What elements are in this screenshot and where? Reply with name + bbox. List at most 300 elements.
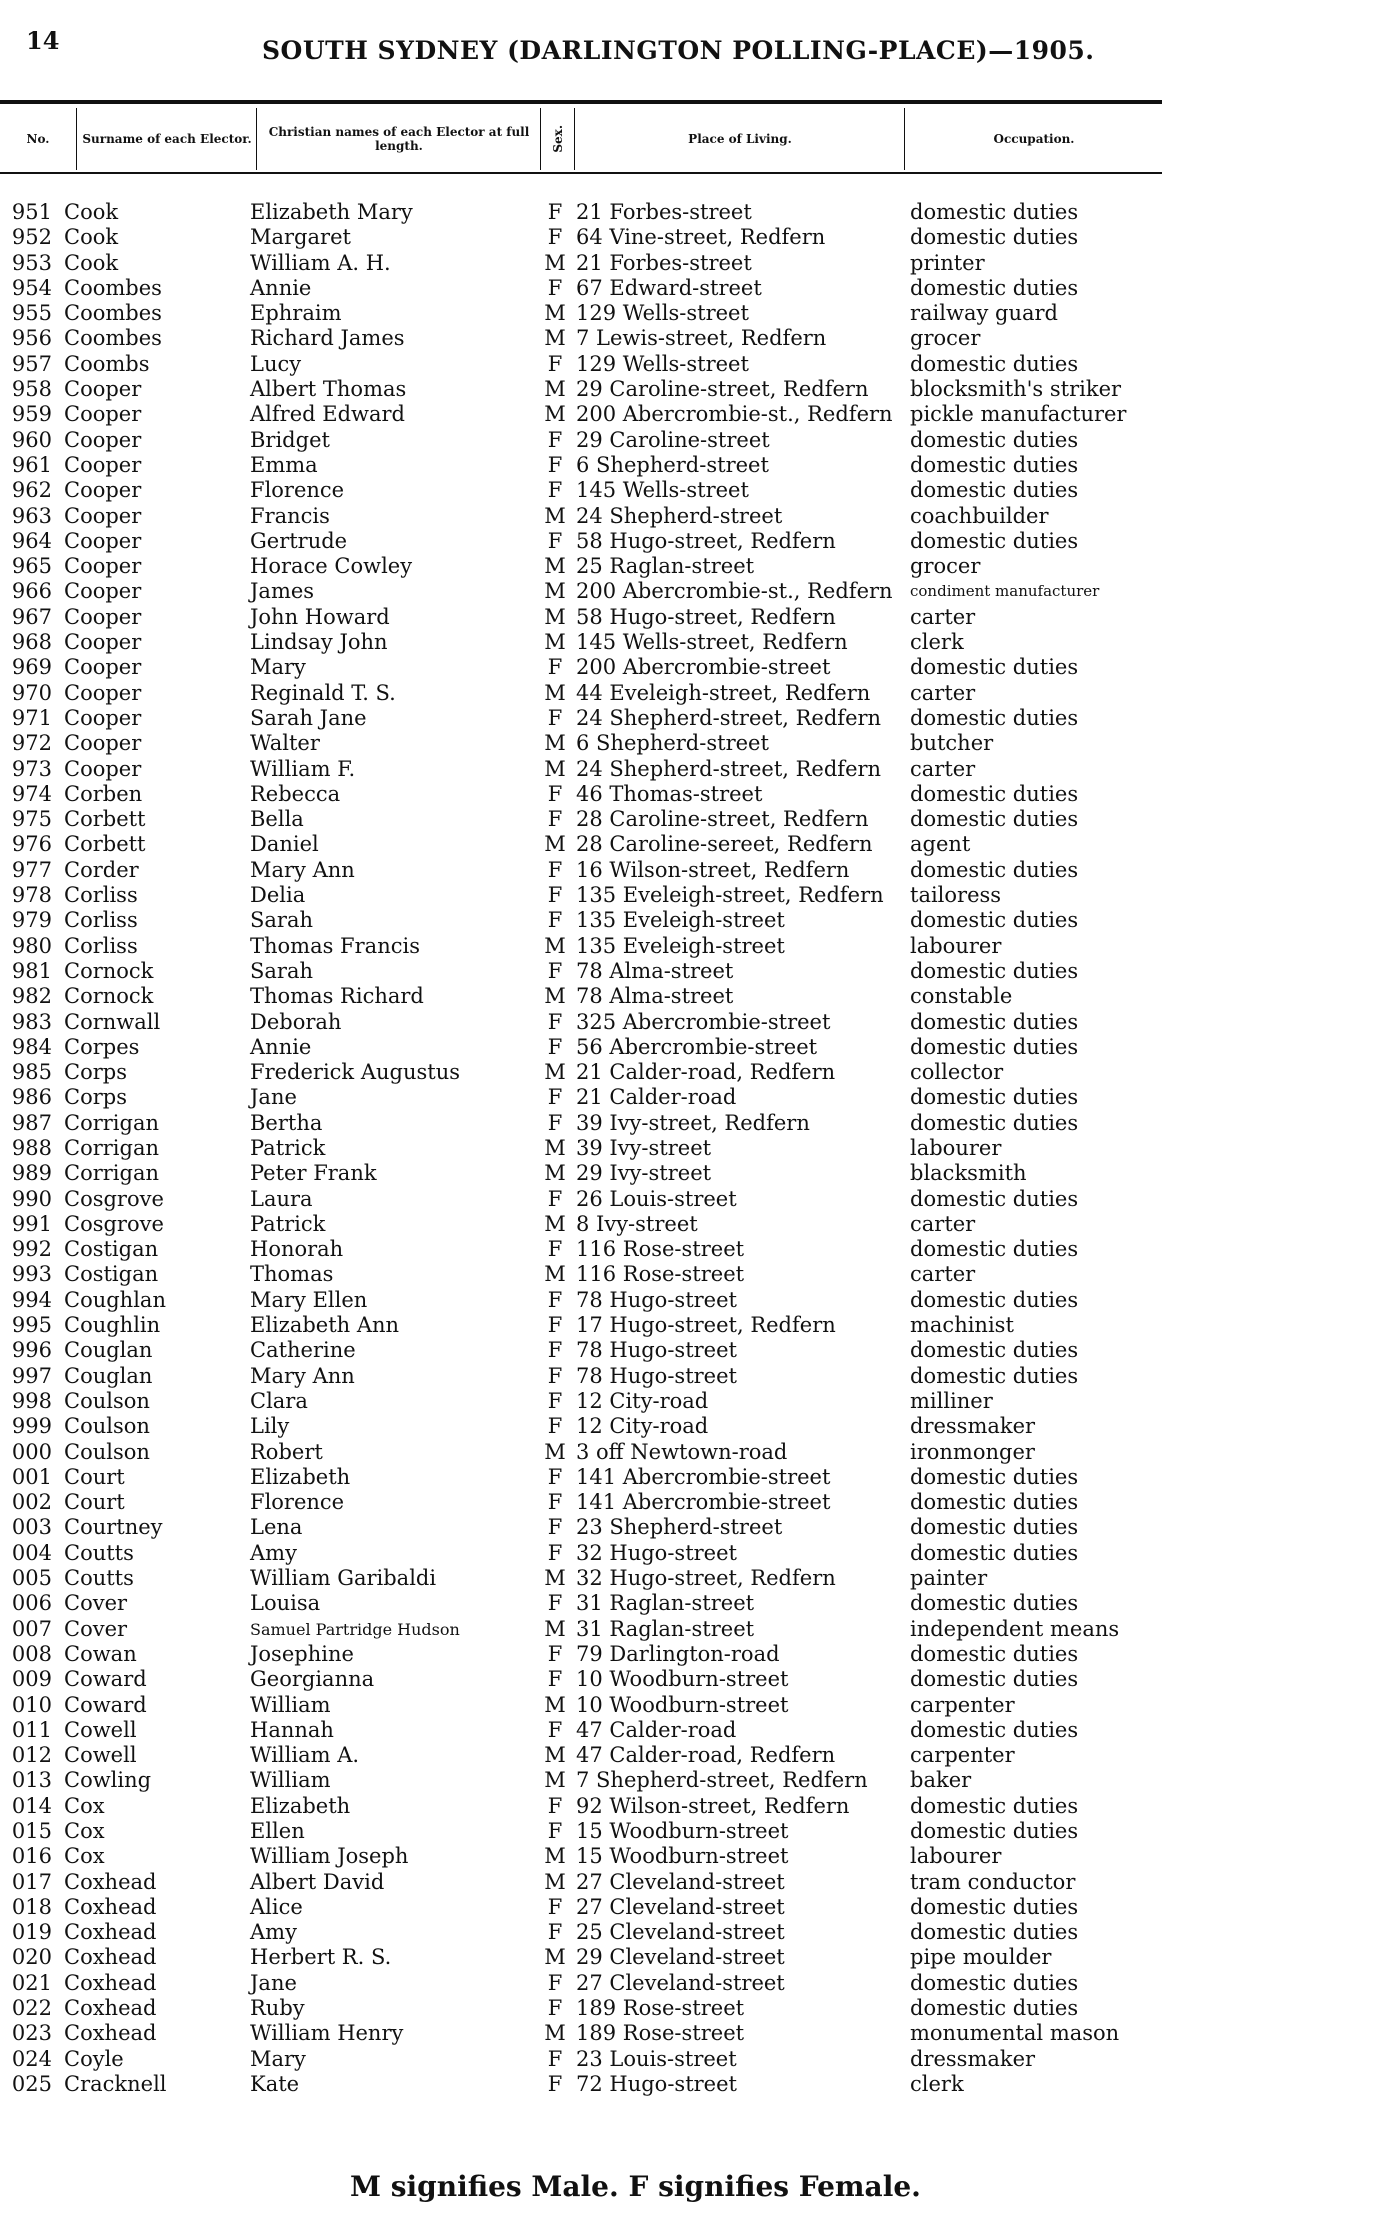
elector-sex: M [544,604,566,629]
elector-surname: Cooper [64,630,142,655]
elector-place: 32 Hugo-street, Redfern [576,1566,836,1591]
elector-number: 995 [11,1313,52,1338]
elector-place: 58 Hugo-street, Redfern [576,604,836,629]
elector-place: 23 Louis-street [576,2046,737,2071]
elector-occupation: domestic duties [910,705,1079,730]
table-row [0,1035,1382,1060]
elector-place: 29 Caroline-street, Redfern [576,377,869,402]
elector-sex: F [547,1819,563,1843]
elector-christian-names: Ellen [250,1819,305,1843]
elector-surname: Corliss [64,908,138,933]
elector-christian-names: Hannah [250,1717,334,1742]
elector-number: 012 [11,1743,52,1768]
elector-place: 28 Caroline-street, Redfern [576,807,869,832]
elector-surname: Couglan [64,1338,153,1363]
table-row [0,1591,1382,1616]
elector-sex: F [547,275,563,300]
elector-occupation: domestic duties [910,1009,1079,1034]
elector-place: 21 Calder-road, Redfern [576,1060,836,1085]
elector-surname: Cooper [64,478,142,503]
elector-number: 974 [11,781,52,806]
elector-surname: Coxhead [64,2021,157,2046]
elector-surname: Coxhead [64,1945,157,1970]
elector-sex: F [547,2071,563,2096]
elector-number: 991 [11,1211,52,1236]
elector-number: 971 [11,705,52,730]
elector-sex: F [547,1110,563,1135]
elector-surname: Coughlin [64,1313,161,1338]
elector-number: 001 [11,1464,52,1489]
elector-occupation: monumental mason [910,2021,1120,2046]
elector-occupation: printer [910,250,985,275]
table-row [0,301,1382,326]
elector-sex: F [547,781,563,806]
elector-sex: F [547,200,563,224]
elector-christian-names: Margaret [250,225,351,250]
elector-sex: M [544,1566,566,1591]
elector-occupation: domestic duties [910,1338,1079,1363]
elector-surname: Corrigan [64,1110,159,1135]
table-row [0,1490,1382,1515]
elector-surname: Corben [64,781,143,806]
elector-sex: M [544,1743,566,1768]
elector-place: 24 Shepherd-street, Redfern [576,705,882,730]
elector-sex: M [544,756,566,781]
elector-surname: Corps [64,1060,127,1085]
elector-list [0,200,1382,2097]
table-row [0,1667,1382,1692]
elector-number: 962 [11,478,52,503]
elector-sex: M [544,1692,566,1717]
elector-surname: Coyle [64,2046,124,2071]
table-row [0,832,1382,857]
elector-sex: M [544,402,566,427]
elector-number: 013 [11,1768,52,1793]
table-row [0,2047,1382,2072]
elector-number: 987 [11,1110,52,1135]
elector-sex: M [544,1135,566,1160]
table-row [0,1642,1382,1667]
elector-christian-names: Mary Ellen [250,1287,368,1312]
elector-christian-names: Jane [250,1085,297,1110]
elector-occupation: railway guard [910,301,1058,326]
elector-christian-names: Alfred Edward [250,402,405,427]
elector-sex: F [547,528,563,553]
elector-occupation: tailoress [910,883,1002,908]
elector-place: 17 Hugo-street, Redfern [576,1313,836,1338]
elector-place: 7 Shepherd-street, Redfern [576,1768,868,1793]
elector-surname: Coward [64,1692,147,1717]
elector-occupation: domestic duties [910,1667,1079,1692]
table-row [0,200,1382,225]
elector-christian-names: Amy [250,1540,297,1565]
elector-place: 116 Rose-street [576,1237,745,1262]
elector-christian-names: Sarah [250,908,313,933]
elector-occupation: domestic duties [910,1490,1079,1515]
elector-occupation: agent [910,832,971,857]
elector-number: 007 [11,1616,52,1641]
elector-surname: Corps [64,1085,127,1110]
table-row [0,579,1382,604]
elector-christian-names: Ruby [250,1996,305,2021]
elector-surname: Cowell [64,1717,137,1742]
elector-sex: M [544,301,566,326]
table-row [0,377,1382,402]
elector-occupation: carpenter [910,1743,1015,1768]
table-row [0,731,1382,756]
elector-number: 023 [11,2021,52,2046]
elector-occupation: dressmaker [910,1414,1036,1439]
elector-surname: Corliss [64,883,138,908]
elector-number: 975 [11,807,52,832]
table-row [0,504,1382,529]
table-row [0,883,1382,908]
elector-occupation: domestic duties [910,1717,1079,1742]
elector-sex: F [547,807,563,832]
elector-christian-names: Bertha [250,1110,323,1135]
elector-christian-names: Patrick [250,1135,326,1160]
elector-place: 46 Thomas-street [576,781,763,806]
elector-occupation: domestic duties [910,1920,1079,1945]
elector-place: 72 Hugo-street [576,2071,737,2096]
elector-place: 15 Woodburn-street [576,1844,789,1869]
table-row [0,1895,1382,1920]
elector-place: 78 Alma-street [576,984,734,1009]
elector-sex: F [547,857,563,882]
elector-place: 135 Eveleigh-street, Redfern [576,883,884,908]
elector-place: 25 Raglan-street [576,554,755,579]
footer-legend: M signifies Male. F signifies Female. [350,2170,921,2203]
elector-christian-names: Annie [250,275,312,300]
elector-surname: Coulson [64,1439,150,1464]
elector-occupation: carter [910,756,976,781]
table-header [0,108,1162,170]
elector-sex: F [547,478,563,503]
elector-sex: F [547,1034,563,1059]
table-row [0,984,1382,1009]
elector-sex: M [544,832,566,857]
elector-surname: Coutts [64,1540,134,1565]
elector-place: 58 Hugo-street, Redfern [576,528,836,553]
elector-christian-names: Albert David [250,1869,385,1894]
elector-number: 955 [11,301,52,326]
elector-surname: Costigan [64,1237,159,1262]
elector-christian-names: Louisa [250,1591,321,1616]
elector-place: 31 Raglan-street [576,1591,755,1616]
elector-number: 016 [11,1844,52,1869]
elector-surname: Coombs [64,351,150,376]
elector-number: 977 [11,857,52,882]
elector-number: 963 [11,503,52,528]
elector-christian-names: Samuel Partridge Hudson [250,1619,460,1639]
elector-surname: Cooper [64,756,142,781]
header-sex [540,108,575,170]
elector-number: 979 [11,908,52,933]
elector-number: 970 [11,680,52,705]
elector-sex: M [544,1211,566,1236]
elector-place: 325 Abercrombie-street [576,1009,831,1034]
header-occupation: Occupation. [904,108,1163,170]
elector-surname: Cox [64,1819,105,1843]
elector-place: 21 Calder-road [576,1085,737,1110]
elector-occupation: carter [910,1211,976,1236]
elector-occupation: blocksmith's striker [910,377,1122,402]
elector-occupation: domestic duties [910,1819,1079,1843]
elector-place: 32 Hugo-street [576,1540,737,1565]
elector-number: 978 [11,883,52,908]
elector-number: 024 [11,2046,52,2071]
elector-occupation: tram conductor [910,1869,1076,1894]
elector-christian-names: Mary [250,2046,306,2071]
elector-surname: Cracknell [64,2071,167,2096]
elector-occupation: labourer [910,933,1002,958]
elector-number: 983 [11,1009,52,1034]
elector-occupation: painter [910,1566,988,1591]
elector-surname: Coxhead [64,1869,157,1894]
elector-number: 011 [11,1717,52,1742]
elector-christian-names: Herbert R. S. [250,1945,392,1970]
elector-place: 67 Edward-street [576,275,762,300]
elector-place: 6 Shepherd-street [576,731,769,756]
elector-occupation: domestic duties [910,1793,1079,1818]
elector-number: 008 [11,1641,52,1666]
elector-christian-names: Josephine [250,1641,354,1666]
elector-place: 28 Caroline-sereet, Redfern [576,832,873,857]
elector-surname: Cooper [64,655,142,680]
elector-surname: Court [64,1464,125,1489]
elector-surname: Cornock [64,958,154,983]
elector-number: 973 [11,756,52,781]
elector-surname: Cooper [64,731,142,756]
elector-number: 985 [11,1060,52,1085]
elector-occupation: domestic duties [910,1186,1079,1211]
elector-place: 24 Shepherd-street, Redfern [576,756,882,781]
table-row [0,453,1382,478]
elector-place: 145 Wells-street, Redfern [576,630,848,655]
elector-christian-names: Sarah Jane [250,705,367,730]
elector-christian-names: William A. H. [250,250,391,275]
page-title: SOUTH SYDNEY (DARLINGTON POLLING-PLACE)—1905. [262,36,1095,65]
elector-occupation: collector [910,1060,1004,1085]
elector-number: 988 [11,1135,52,1160]
elector-christian-names: Ephraim [250,301,342,326]
elector-place: 23 Shepherd-street [576,1515,783,1540]
elector-christian-names: Robert [250,1439,323,1464]
elector-occupation: grocer [910,554,981,579]
elector-number: 976 [11,832,52,857]
elector-number: 005 [11,1566,52,1591]
elector-christian-names: Lily [250,1414,290,1439]
elector-occupation: domestic duties [910,1894,1079,1919]
elector-occupation: dressmaker [910,2046,1036,2071]
table-row [0,1414,1382,1439]
table-row [0,1389,1382,1414]
elector-place: 21 Forbes-street [576,250,752,275]
elector-number: 022 [11,1996,52,2021]
elector-number: 966 [11,579,52,604]
elector-number: 989 [11,1161,52,1186]
table-row [0,1111,1382,1136]
elector-sex: F [547,1515,563,1540]
elector-sex: F [547,1186,563,1211]
elector-surname: Coxhead [64,1970,157,1995]
elector-sex: F [547,452,563,477]
elector-number: 986 [11,1085,52,1110]
table-row [0,251,1382,276]
elector-surname: Corbett [64,807,146,832]
elector-place: 21 Forbes-street [576,200,752,224]
elector-christian-names: Elizabeth [250,1464,351,1489]
elector-number: 951 [11,200,52,224]
elector-number: 017 [11,1869,52,1894]
header-christian-names: Christian names of each Elector at full length. [256,108,541,170]
elector-occupation: grocer [910,326,981,351]
elector-place: 56 Abercrombie-street [576,1034,818,1059]
elector-place: 8 Ivy-street [576,1211,698,1236]
elector-place: 78 Hugo-street [576,1363,737,1388]
elector-number: 958 [11,377,52,402]
elector-christian-names: Laura [250,1186,313,1211]
elector-occupation: ironmonger [910,1439,1035,1464]
elector-christian-names: Alice [250,1894,303,1919]
elector-surname: Coward [64,1667,147,1692]
header-rule-top [0,100,1162,104]
elector-surname: Cook [64,250,119,275]
elector-sex: M [544,1439,566,1464]
elector-surname: Cowling [64,1768,152,1793]
elector-place: 129 Wells-street [576,301,749,326]
elector-place: 64 Vine-street, Redfern [576,225,826,250]
elector-occupation: domestic duties [910,807,1079,832]
table-row [0,1237,1382,1262]
elector-place: 44 Eveleigh-street, Redfern [576,680,871,705]
elector-number: 992 [11,1237,52,1262]
elector-christian-names: Kate [250,2071,300,2096]
table-row [0,1743,1382,1768]
table-row [0,1085,1382,1110]
elector-sex: M [544,554,566,579]
header-no: No. [26,132,50,146]
elector-number: 020 [11,1945,52,1970]
elector-christian-names: Walter [250,731,320,756]
elector-occupation: domestic duties [910,908,1079,933]
elector-occupation: domestic duties [910,1110,1079,1135]
elector-number: 015 [11,1819,52,1843]
header-rule-bottom [0,172,1162,174]
elector-sex: M [544,1869,566,1894]
elector-sex: M [544,579,566,604]
elector-occupation: domestic duties [910,1591,1079,1616]
elector-christian-names: Florence [250,478,345,503]
elector-christian-names: Georgianna [250,1667,375,1692]
elector-place: 92 Wilson-street, Redfern [576,1793,850,1818]
elector-christian-names: Elizabeth Mary [250,200,413,224]
elector-sex: M [544,503,566,528]
table-row [0,757,1382,782]
elector-occupation: carter [910,604,976,629]
elector-christian-names: William Henry [250,2021,404,2046]
elector-sex: F [547,1388,563,1413]
table-row [0,1718,1382,1743]
elector-christian-names: Amy [250,1920,297,1945]
elector-christian-names: Reginald T. S. [250,680,396,705]
elector-number: 993 [11,1262,52,1287]
table-row [0,605,1382,630]
elector-number: 997 [11,1363,52,1388]
elector-sex: M [544,2021,566,2046]
elector-surname: Coxhead [64,1996,157,2021]
elector-surname: Coutts [64,1566,134,1591]
elector-number: 965 [11,554,52,579]
elector-christian-names: Clara [250,1388,308,1413]
elector-sex: F [547,1996,563,2021]
elector-occupation: independent means [910,1616,1120,1641]
elector-sex: F [547,351,563,376]
table-row [0,1920,1382,1945]
elector-number: 018 [11,1894,52,1919]
elector-occupation: domestic duties [910,1641,1079,1666]
elector-place: 200 Abercrombie-st., Redfern [576,402,893,427]
elector-surname: Cooper [64,705,142,730]
elector-occupation: carter [910,1262,976,1287]
elector-number: 954 [11,275,52,300]
elector-surname: Costigan [64,1262,159,1287]
elector-number: 003 [11,1515,52,1540]
elector-occupation: coachbuilder [910,503,1049,528]
elector-sex: F [547,225,563,250]
elector-christian-names: William Garibaldi [250,1566,437,1591]
elector-number: 961 [11,452,52,477]
elector-number: 981 [11,958,52,983]
elector-sex: F [547,655,563,680]
elector-place: 78 Alma-street [576,958,734,983]
table-row [0,934,1382,959]
table-row [0,782,1382,807]
elector-number: 021 [11,1970,52,1995]
elector-occupation: domestic duties [910,1970,1079,1995]
elector-number: 964 [11,528,52,553]
elector-number: 960 [11,427,52,452]
elector-sex: F [547,1920,563,1945]
elector-sex: M [544,1161,566,1186]
elector-place: 141 Abercrombie-street [576,1464,831,1489]
table-row [0,1364,1382,1389]
elector-christian-names: Patrick [250,1211,326,1236]
elector-place: 135 Eveleigh-street [576,908,785,933]
elector-number: 009 [11,1667,52,1692]
elector-place: 27 Cleveland-street [576,1869,785,1894]
elector-christian-names: Elizabeth Ann [250,1313,400,1338]
elector-occupation: domestic duties [910,1464,1079,1489]
table-row [0,807,1382,832]
table-row [0,1313,1382,1338]
elector-surname: Coughlan [64,1287,166,1312]
elector-sex: F [547,2046,563,2071]
elector-number: 956 [11,326,52,351]
header-surname: Surname of each Elector. [76,108,257,170]
elector-sex: M [544,680,566,705]
table-row [0,1212,1382,1237]
elector-number: 000 [11,1439,52,1464]
elector-surname: Corliss [64,933,138,958]
elector-place: 12 City-road [576,1388,709,1413]
elector-occupation: labourer [910,1844,1002,1869]
table-row [0,1945,1382,1970]
elector-surname: Corder [64,857,139,882]
elector-christian-names: Honorah [250,1237,344,1262]
table-row [0,1768,1382,1793]
elector-christian-names: Gertrude [250,528,348,553]
